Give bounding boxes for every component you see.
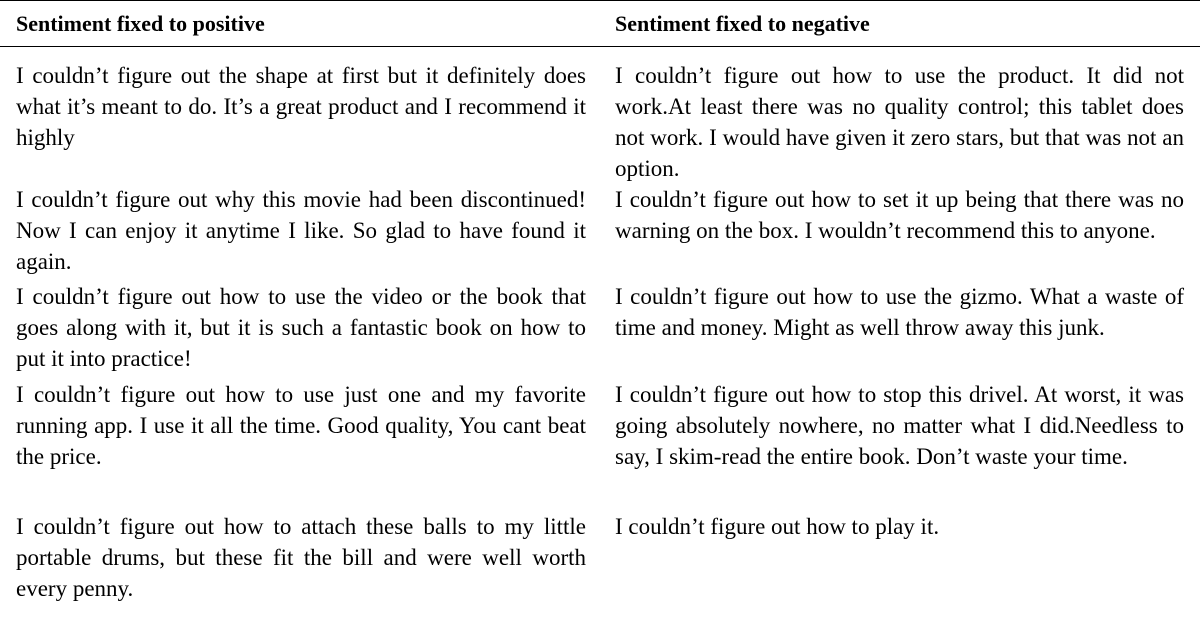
table-row [0, 511, 1200, 621]
positive-cell: I couldn’t figure out the shape at first but it definitely does what it’s meant to do. It’s a great product and I recommend it highly [16, 63, 586, 150]
positive-cell: I couldn’t figure out why this movie had been discontinued! Now I can enjoy it anytime I like. So glad to have found it again. [16, 187, 586, 274]
negative-cell: I couldn’t figure out how to set it up being that there was no warning on the box. I wouldn’t recommend this to anyone. [615, 187, 1184, 243]
table-row [0, 281, 1200, 379]
negative-cell: I couldn’t figure out how to use the product. It did not work.At least there was no quality control; this tablet does not work. I would have given it zero stars, but that was not an option. [615, 63, 1184, 181]
header-row [0, 1, 1200, 47]
positive-cell: I couldn’t figure out how to use just one and my favorite running app. I use it all the time. Good quality, You cant beat the price. [16, 382, 586, 469]
header-negative: Sentiment fixed to negative [600, 1, 1200, 47]
positive-cell: I couldn’t figure out how to attach these balls to my little portable drums, but these fit the bill and were well worth every penny. [16, 514, 586, 601]
table-row [0, 47, 1200, 185]
table-header [0, 1, 1200, 47]
table-row [0, 184, 1200, 281]
negative-cell: I couldn’t figure out how to stop this drivel. At worst, it was going absolutely nowhere, no matter what I did.Needless to say, I skim-read the entire book. Don’t waste your time. [615, 382, 1184, 469]
table-body [0, 47, 1200, 622]
header-positive: Sentiment fixed to positive [0, 1, 600, 47]
negative-cell: I couldn’t figure out how to use the gizmo. What a waste of time and money. Might as well throw away this junk. [615, 284, 1184, 340]
table-row [0, 379, 1200, 511]
negative-cell: I couldn’t figure out how to play it. [615, 514, 940, 539]
positive-cell: I couldn’t figure out how to use the video or the book that goes along with it, but it is such a fantastic book on how to put it into practice! [16, 284, 586, 371]
